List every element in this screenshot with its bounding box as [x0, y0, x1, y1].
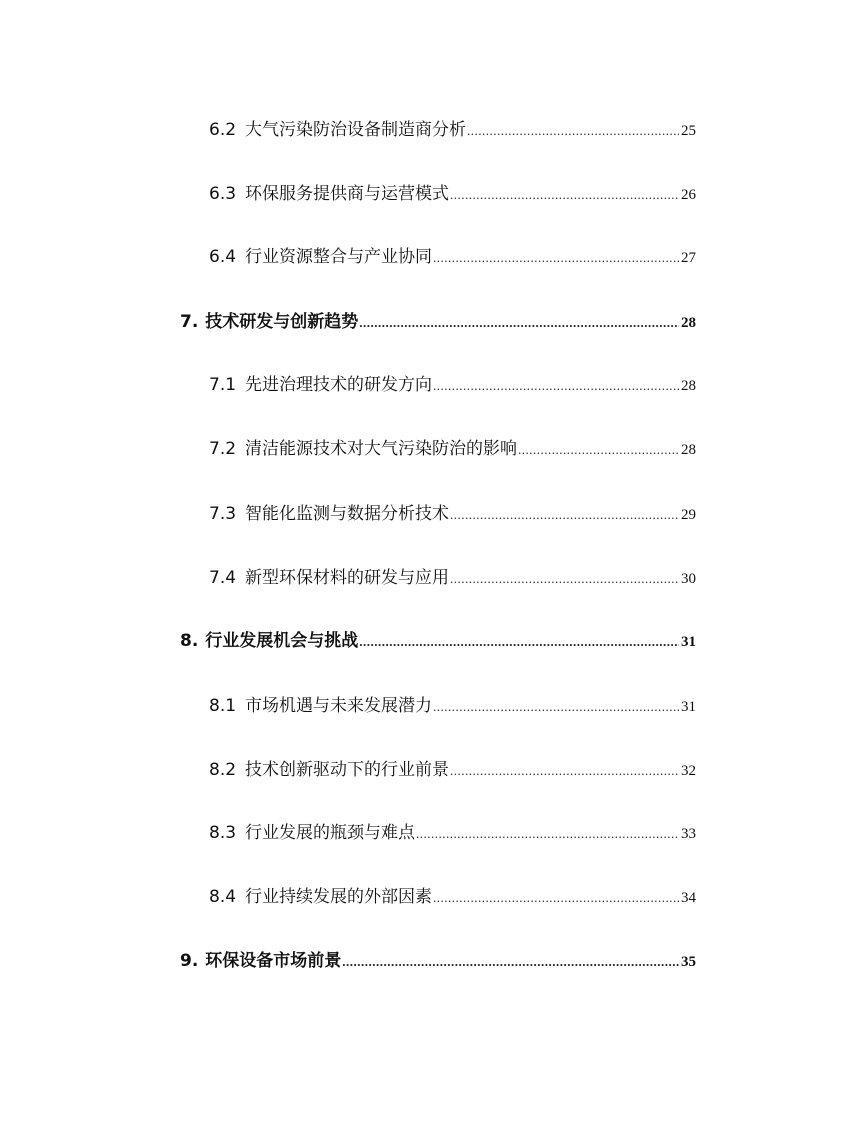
- toc-entry-title: 智能化监测与数据分析技术: [245, 504, 450, 524]
- toc-entry-title: 环保设备市场前景: [205, 951, 342, 971]
- toc-entry-6-2[interactable]: [209, 118, 696, 142]
- toc-entry-number: 8.3: [209, 823, 237, 843]
- toc-chapter-9[interactable]: [180, 949, 696, 973]
- toc-entry-title: 市场机遇与未来发展潜力: [245, 696, 433, 716]
- toc-entry-title: 技术研发与创新趋势: [205, 312, 359, 332]
- toc-entry-number: 6.2: [209, 120, 237, 140]
- toc-entry-number: 8.1: [209, 696, 237, 716]
- toc-entry-page: 35: [681, 954, 696, 970]
- toc-entry-title: 行业资源整合与产业协同: [245, 247, 433, 267]
- toc-entry-page: 28: [681, 442, 696, 458]
- toc-dot-leader: [433, 695, 679, 719]
- toc-dot-leader: [416, 822, 679, 846]
- toc-entry-number: 8.: [180, 631, 199, 651]
- toc-entry-page: 30: [681, 571, 696, 587]
- toc-chapter-8[interactable]: [180, 629, 696, 653]
- toc-entry-title: 技术创新驱动下的行业前景: [245, 760, 450, 780]
- toc-dot-leader: [450, 759, 679, 783]
- toc-entry-number: 8.4: [209, 887, 237, 907]
- toc-chapter-7[interactable]: [180, 310, 696, 334]
- toc-entry-title: 先进治理技术的研发方向: [245, 375, 433, 395]
- toc-entry-number: 7.: [180, 312, 199, 332]
- toc-entry-number: 6.3: [209, 184, 237, 204]
- toc-entry-page: 25: [681, 123, 696, 139]
- toc-entry-number: 7.4: [209, 568, 237, 588]
- toc-entry-8-2[interactable]: [209, 758, 696, 782]
- toc-entry-page: 31: [681, 634, 696, 650]
- toc-entry-title: 环保服务提供商与运营模式: [245, 184, 450, 204]
- toc-entry-8-3[interactable]: [209, 821, 696, 845]
- toc-entry-page: 27: [681, 250, 696, 266]
- toc-dot-leader: [467, 119, 679, 143]
- toc-dot-leader: [450, 183, 679, 207]
- toc-entry-number: 7.3: [209, 504, 237, 524]
- toc-entry-6-4[interactable]: [209, 245, 696, 269]
- toc-entry-number: 9.: [180, 951, 199, 971]
- toc-dot-leader: [433, 374, 679, 398]
- toc-entry-page: 28: [681, 315, 696, 331]
- toc-entry-7-1[interactable]: [209, 373, 696, 397]
- toc-entry-page: 26: [681, 187, 696, 203]
- toc-entry-7-4[interactable]: [209, 566, 696, 590]
- toc-dot-leader: [359, 311, 679, 335]
- toc-dot-leader: [359, 630, 679, 654]
- toc-entry-title: 行业持续发展的外部因素: [245, 887, 433, 907]
- toc-entry-page: 28: [681, 378, 696, 394]
- toc-entry-page: 34: [681, 890, 696, 906]
- toc-dot-leader: [450, 503, 679, 527]
- toc-entry-title: 新型环保材料的研发与应用: [245, 568, 450, 588]
- toc-entry-page: 33: [681, 826, 696, 842]
- toc-entry-8-1[interactable]: [209, 694, 696, 718]
- toc-entry-title: 行业发展的瓶颈与难点: [245, 823, 416, 843]
- toc-entry-number: 7.1: [209, 375, 237, 395]
- toc-entry-title: 大气污染防治设备制造商分析: [245, 120, 467, 140]
- toc-entry-number: 8.2: [209, 760, 237, 780]
- toc-entry-page: 29: [681, 507, 696, 523]
- toc-entry-7-2[interactable]: [209, 437, 696, 461]
- toc-entry-page: 32: [681, 763, 696, 779]
- toc-dot-leader: [450, 567, 679, 591]
- toc-dot-leader: [433, 886, 679, 910]
- toc-entry-8-4[interactable]: [209, 885, 696, 909]
- toc-dot-leader: [342, 950, 679, 974]
- toc-entry-title: 行业发展机会与挑战: [205, 631, 359, 651]
- toc-dot-leader: [433, 246, 679, 270]
- toc-dot-leader: [518, 438, 679, 462]
- toc-entry-page: 31: [681, 699, 696, 715]
- toc-entry-6-3[interactable]: [209, 182, 696, 206]
- toc-entry-7-3[interactable]: [209, 502, 696, 526]
- toc-entry-title: 清洁能源技术对大气污染防治的影响: [245, 439, 518, 459]
- toc-entry-number: 6.4: [209, 247, 237, 267]
- toc-entry-number: 7.2: [209, 439, 237, 459]
